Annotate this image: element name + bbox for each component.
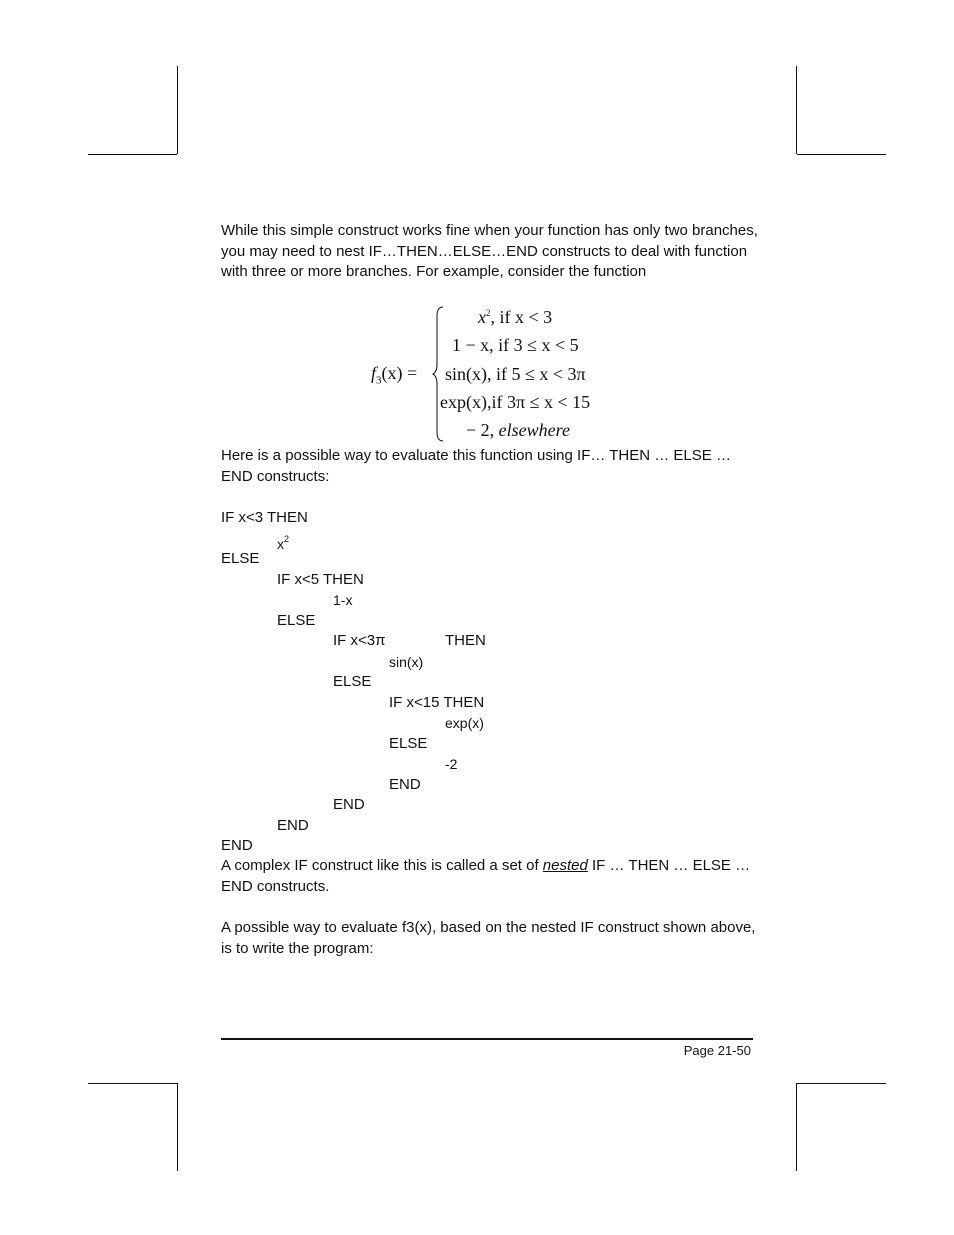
code-line: [389, 652, 423, 672]
function-subscript: 3: [376, 374, 382, 387]
code-line: [333, 590, 352, 610]
crop-mark: [796, 1083, 797, 1171]
case-1: [478, 307, 552, 328]
code-line-text: IF x<3π: [333, 632, 386, 649]
code-line-text: ELSE: [389, 734, 428, 752]
crop-mark: [88, 1083, 177, 1084]
footer-rule: [221, 1038, 753, 1040]
page-number: Page 21-50: [683, 1043, 751, 1058]
function-arg: (x) =: [381, 363, 418, 383]
code-line-text: -2: [445, 756, 458, 772]
code-line: [277, 529, 289, 554]
case-1-expr: x: [478, 307, 486, 327]
crop-mark: [177, 66, 178, 154]
case-2-condition: if 3 ≤ x < 5: [493, 335, 579, 355]
code-line: [333, 795, 365, 815]
case-1-exponent: 2: [486, 308, 491, 318]
code-line-text: IF x<3 THEN: [221, 509, 308, 526]
code-line-text: exp(x): [445, 715, 484, 731]
nested-text-after: IF … THEN … ELSE … END constructs.: [221, 857, 751, 895]
code-line: [333, 631, 486, 651]
code-line-exponent: 2: [284, 533, 290, 544]
code-line: [333, 672, 371, 692]
case-3-condition: if 5 ≤ x < 3π: [491, 364, 586, 384]
case-3: [445, 364, 586, 385]
code-line-text: sin(x): [389, 653, 424, 670]
code-line: [445, 713, 484, 733]
crop-mark: [88, 154, 177, 155]
case-3-expr: sin(x),: [445, 364, 492, 384]
code-line: [221, 549, 259, 569]
code-line: [277, 611, 315, 631]
code-line-text: IF x<15 THEN: [389, 693, 485, 711]
case-2: [452, 335, 579, 356]
crop-mark: [797, 1083, 886, 1084]
code-line-text: 1-x: [333, 592, 353, 608]
code-line-text: x: [277, 535, 284, 552]
code-line-text: IF x<5 THEN: [277, 570, 364, 588]
code-line-text: ELSE: [277, 611, 316, 629]
left-brace: [432, 306, 444, 442]
case-5: [466, 420, 570, 441]
case-1-condition: , if x < 3: [490, 307, 553, 327]
program-paragraph: A possible way to evaluate f3(x), based on the nested IF construct shown above, is to write the program:: [221, 919, 756, 957]
code-line: [221, 836, 253, 856]
crop-mark: [177, 1083, 178, 1171]
code-line-text: END: [221, 837, 253, 854]
code-line-text: ELSE: [221, 550, 260, 567]
nested-text-before: A complex IF construct like this is called a set of: [221, 857, 543, 874]
code-line: [277, 816, 309, 836]
code-line: [445, 754, 457, 774]
code-line: [221, 508, 308, 528]
case-4-condition: if 3π ≤ x < 15: [491, 392, 591, 412]
constructs-paragraph: Here is a possible way to evaluate this function using IF… THEN … ELSE … END constructs:: [221, 447, 731, 485]
code-line: [389, 693, 484, 713]
case-2-expr: 1 − x,: [452, 335, 494, 355]
intro-paragraph: While this simple construct works fine when your function has only two branches, you may need to nest IF…THEN…ELSE…END constructs to deal with function with three or more branches. For example, consider the function: [221, 222, 758, 280]
code-line: [389, 734, 427, 754]
case-4: [440, 392, 590, 413]
case-5-expr: − 2,: [466, 420, 495, 440]
nested-paragraph: [221, 856, 761, 897]
code-line-text: END: [389, 775, 421, 793]
case-5-condition: elsewhere: [494, 420, 570, 440]
code-line-text: ELSE: [333, 673, 372, 690]
code-line: [277, 570, 364, 590]
equation-lhs: [371, 363, 417, 387]
case-4-expr: exp(x),: [440, 392, 492, 412]
function-name: f: [371, 363, 377, 383]
code-line-text: END: [277, 816, 309, 834]
code-line: [389, 775, 421, 795]
nested-emphasis: nested: [542, 857, 588, 874]
code-line-keyword: THEN: [445, 632, 486, 649]
crop-mark: [796, 66, 797, 154]
code-line-text: END: [333, 796, 365, 813]
crop-mark: [797, 154, 886, 155]
